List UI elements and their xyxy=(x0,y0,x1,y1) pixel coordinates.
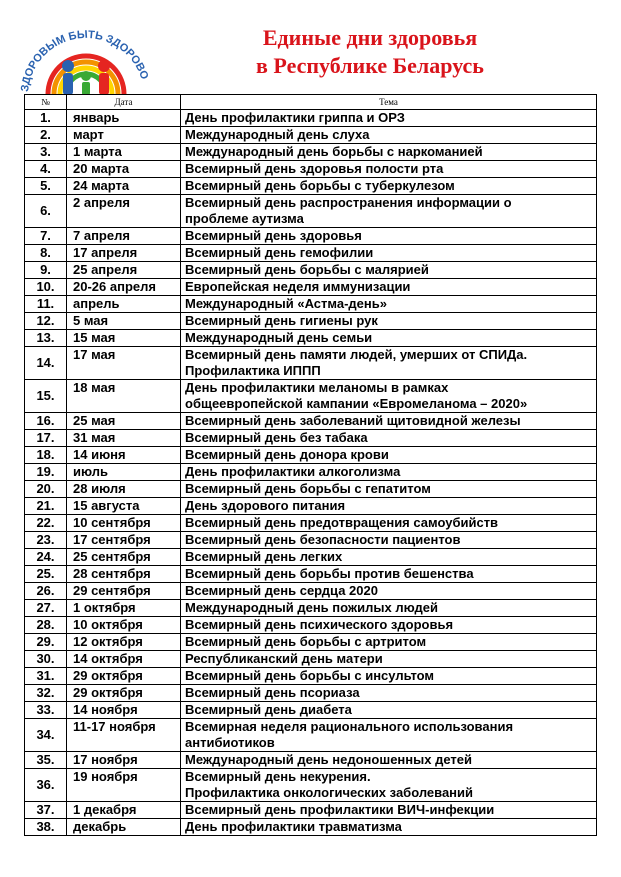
row-topic xyxy=(181,668,597,685)
table-row xyxy=(25,144,597,161)
row-number: 11. xyxy=(25,296,67,313)
row-date: 14 июня xyxy=(67,447,181,464)
row-date: 17 мая xyxy=(67,347,181,380)
table-row xyxy=(25,413,597,430)
row-topic xyxy=(181,447,597,464)
page-title xyxy=(170,24,570,80)
row-number: 3. xyxy=(25,144,67,161)
table-row xyxy=(25,195,597,228)
row-topic xyxy=(181,651,597,668)
row-topic xyxy=(181,549,597,566)
row-topic xyxy=(181,347,597,380)
row-topic-line: Международный день слуха xyxy=(185,127,370,142)
row-topic xyxy=(181,245,597,262)
row-topic-line: Профилактика ИППП xyxy=(185,363,321,378)
row-number: 6. xyxy=(25,195,67,228)
row-topic-line: Международный день недоношенных детей xyxy=(185,752,472,767)
row-date: 7 апреля xyxy=(67,228,181,245)
table-row xyxy=(25,245,597,262)
row-topic xyxy=(181,413,597,430)
row-topic xyxy=(181,127,597,144)
row-topic-line: Всемирный день гигиены рук xyxy=(185,313,378,328)
row-date: 20 марта xyxy=(67,161,181,178)
table-row xyxy=(25,685,597,702)
row-number: 7. xyxy=(25,228,67,245)
logo xyxy=(8,4,158,108)
row-topic-line: День профилактики меланомы в рамках xyxy=(185,380,449,395)
table-row xyxy=(25,127,597,144)
row-date: 31 мая xyxy=(67,430,181,447)
health-days-table xyxy=(24,94,597,836)
row-date: 5 мая xyxy=(67,313,181,330)
row-topic-line: Всемирный день борьбы с инсультом xyxy=(185,668,435,683)
table-body xyxy=(25,110,597,836)
row-date: 29 октября xyxy=(67,668,181,685)
row-topic-line: Всемирный день борьбы с малярией xyxy=(185,262,429,277)
table-row xyxy=(25,279,597,296)
row-topic xyxy=(181,600,597,617)
row-date: апрель xyxy=(67,296,181,313)
row-date: 2 апреля xyxy=(67,195,181,228)
row-date: 29 октября xyxy=(67,685,181,702)
row-topic xyxy=(181,144,597,161)
row-number: 22. xyxy=(25,515,67,532)
row-topic-line: Всемирный день диабета xyxy=(185,702,352,717)
row-number: 27. xyxy=(25,600,67,617)
row-topic xyxy=(181,296,597,313)
row-date: 1 марта xyxy=(67,144,181,161)
row-topic-line: Европейская неделя иммунизации xyxy=(185,279,411,294)
row-date: 15 августа xyxy=(67,498,181,515)
row-topic-line: Всемирный день гемофилии xyxy=(185,245,374,260)
row-date: 12 октября xyxy=(67,634,181,651)
title-line-1: Единые дни здоровья xyxy=(262,25,478,50)
row-date: январь xyxy=(67,110,181,127)
table-row xyxy=(25,617,597,634)
header-topic: Тема xyxy=(181,95,597,110)
row-date: 10 октября xyxy=(67,617,181,634)
row-topic xyxy=(181,617,597,634)
table-row xyxy=(25,178,597,195)
row-topic-line: Всемирный день распространения информации о xyxy=(185,195,512,210)
row-date: 28 июля xyxy=(67,481,181,498)
table-row xyxy=(25,583,597,600)
row-number: 17. xyxy=(25,430,67,447)
row-topic-line: Всемирный день предотвращения самоубийств xyxy=(185,515,499,530)
row-topic-line: День здорового питания xyxy=(185,498,346,513)
row-number: 31. xyxy=(25,668,67,685)
row-date: 25 апреля xyxy=(67,262,181,279)
row-topic xyxy=(181,430,597,447)
row-number: 37. xyxy=(25,802,67,819)
row-topic-line: Международный день борьбы с наркоманией xyxy=(185,144,483,159)
row-topic xyxy=(181,161,597,178)
row-number: 25. xyxy=(25,566,67,583)
row-topic xyxy=(181,464,597,481)
row-topic xyxy=(181,583,597,600)
table-row xyxy=(25,330,597,347)
table-row xyxy=(25,819,597,836)
row-date: 24 марта xyxy=(67,178,181,195)
row-date: 17 сентября xyxy=(67,532,181,549)
table-row xyxy=(25,549,597,566)
table-row xyxy=(25,161,597,178)
row-number: 29. xyxy=(25,634,67,651)
row-topic-line: антибиотиков xyxy=(185,735,275,750)
row-topic xyxy=(181,498,597,515)
row-topic xyxy=(181,228,597,245)
row-topic-line: Всемирный день здоровья xyxy=(185,228,362,243)
row-topic-line: Всемирный день памяти людей, умерших от СПИДа. xyxy=(185,347,528,362)
row-number: 32. xyxy=(25,685,67,702)
row-topic xyxy=(181,262,597,279)
title-line-2: в Республике Беларусь xyxy=(256,53,484,78)
table-row xyxy=(25,498,597,515)
row-number: 26. xyxy=(25,583,67,600)
table-row xyxy=(25,802,597,819)
row-topic-line: Всемирный день сердца 2020 xyxy=(185,583,378,598)
row-topic-line: Всемирный день некурения. xyxy=(185,769,371,784)
row-topic xyxy=(181,819,597,836)
header-num: № xyxy=(25,95,67,110)
row-date: 28 сентября xyxy=(67,566,181,583)
row-topic xyxy=(181,279,597,296)
row-number: 14. xyxy=(25,347,67,380)
row-topic xyxy=(181,110,597,127)
logo-text: ЗДОРОВЫМ БЫТЬ ЗДОРОВО xyxy=(19,28,151,93)
row-topic xyxy=(181,532,597,549)
row-number: 20. xyxy=(25,481,67,498)
row-date: март xyxy=(67,127,181,144)
table-row xyxy=(25,532,597,549)
row-topic xyxy=(181,769,597,802)
row-date: 1 декабря xyxy=(67,802,181,819)
row-number: 28. xyxy=(25,617,67,634)
row-topic-line: Всемирный день психического здоровья xyxy=(185,617,454,632)
row-topic xyxy=(181,802,597,819)
table-row xyxy=(25,313,597,330)
table-row xyxy=(25,600,597,617)
row-number: 15. xyxy=(25,380,67,413)
row-number: 18. xyxy=(25,447,67,464)
row-topic xyxy=(181,380,597,413)
table-row xyxy=(25,464,597,481)
row-topic-line: Всемирный день борьбы с туберкулезом xyxy=(185,178,455,193)
row-topic-line: Всемирный день легких xyxy=(185,549,343,564)
row-topic xyxy=(181,330,597,347)
row-topic xyxy=(181,178,597,195)
row-date: 25 мая xyxy=(67,413,181,430)
row-number: 34. xyxy=(25,719,67,752)
row-number: 38. xyxy=(25,819,67,836)
row-number: 12. xyxy=(25,313,67,330)
row-topic xyxy=(181,566,597,583)
row-topic xyxy=(181,702,597,719)
row-number: 4. xyxy=(25,161,67,178)
row-date: 11-17 ноября xyxy=(67,719,181,752)
row-date: 17 ноября xyxy=(67,752,181,769)
row-number: 8. xyxy=(25,245,67,262)
row-number: 13. xyxy=(25,330,67,347)
table-row xyxy=(25,769,597,802)
row-topic-line: Всемирная неделя рационального использования xyxy=(185,719,514,734)
row-number: 36. xyxy=(25,769,67,802)
row-date: 19 ноября xyxy=(67,769,181,802)
logo-emblem xyxy=(8,4,158,108)
row-number: 30. xyxy=(25,651,67,668)
table-row xyxy=(25,668,597,685)
row-topic xyxy=(181,195,597,228)
row-topic-line: Международный день пожилых людей xyxy=(185,600,438,615)
table-row xyxy=(25,702,597,719)
row-topic-line: общеевропейской кампании «Евромеланома – 2020» xyxy=(185,396,528,411)
table-row xyxy=(25,634,597,651)
row-topic-line: День профилактики травматизма xyxy=(185,819,402,834)
row-topic-line: Республиканский день матери xyxy=(185,651,383,666)
table-row xyxy=(25,447,597,464)
row-date: 1 октября xyxy=(67,600,181,617)
row-topic-line: Всемирный день профилактики ВИЧ-инфекции xyxy=(185,802,495,817)
row-topic-line: Международный «Астма-день» xyxy=(185,296,387,311)
table-row xyxy=(25,347,597,380)
row-number: 1. xyxy=(25,110,67,127)
table-row xyxy=(25,228,597,245)
table-row xyxy=(25,380,597,413)
table-row xyxy=(25,566,597,583)
row-date: 20-26 апреля xyxy=(67,279,181,296)
table-row xyxy=(25,515,597,532)
row-topic xyxy=(181,481,597,498)
row-date: 25 сентября xyxy=(67,549,181,566)
table-row xyxy=(25,651,597,668)
table-row xyxy=(25,430,597,447)
row-topic-line: проблеме аутизма xyxy=(185,211,304,226)
row-topic-line: Всемирный день борьбы против бешенства xyxy=(185,566,474,581)
row-number: 9. xyxy=(25,262,67,279)
row-date: 15 мая xyxy=(67,330,181,347)
table-row xyxy=(25,752,597,769)
row-date: 29 сентября xyxy=(67,583,181,600)
row-date: 18 мая xyxy=(67,380,181,413)
table-row xyxy=(25,262,597,279)
row-topic-line: Всемирный день заболеваний щитовидной железы xyxy=(185,413,521,428)
row-number: 19. xyxy=(25,464,67,481)
row-topic-line: Всемирный день донора крови xyxy=(185,447,389,462)
row-topic-line: Всемирный день псориаза xyxy=(185,685,360,700)
table-row xyxy=(25,110,597,127)
row-topic-line: День профилактики гриппа и ОРЗ xyxy=(185,110,405,125)
row-topic-line: Всемирный день здоровья полости рта xyxy=(185,161,444,176)
row-topic-line: Всемирный день безопасности пациентов xyxy=(185,532,461,547)
row-number: 33. xyxy=(25,702,67,719)
row-number: 24. xyxy=(25,549,67,566)
row-number: 2. xyxy=(25,127,67,144)
row-topic xyxy=(181,515,597,532)
table-row xyxy=(25,296,597,313)
row-topic xyxy=(181,634,597,651)
row-topic-line: Всемирный день без табака xyxy=(185,430,368,445)
row-topic xyxy=(181,719,597,752)
row-number: 16. xyxy=(25,413,67,430)
row-number: 23. xyxy=(25,532,67,549)
row-topic-line: Всемирный день борьбы с гепатитом xyxy=(185,481,431,496)
row-date: 14 ноября xyxy=(67,702,181,719)
row-number: 21. xyxy=(25,498,67,515)
row-date: июль xyxy=(67,464,181,481)
row-topic-line: Профилактика онкологических заболеваний xyxy=(185,785,474,800)
row-date: 14 октября xyxy=(67,651,181,668)
row-number: 10. xyxy=(25,279,67,296)
table-row xyxy=(25,719,597,752)
row-topic xyxy=(181,313,597,330)
row-topic xyxy=(181,685,597,702)
row-number: 35. xyxy=(25,752,67,769)
table-header-row xyxy=(25,95,597,110)
row-topic xyxy=(181,752,597,769)
row-topic-line: Всемирный день борьбы с артритом xyxy=(185,634,427,649)
row-number: 5. xyxy=(25,178,67,195)
row-topic-line: Международный день семьи xyxy=(185,330,373,345)
row-date: 17 апреля xyxy=(67,245,181,262)
row-topic-line: День профилактики алкоголизма xyxy=(185,464,401,479)
row-date: декабрь xyxy=(67,819,181,836)
row-date: 10 сентября xyxy=(67,515,181,532)
table-row xyxy=(25,481,597,498)
header-date: Дата xyxy=(67,95,181,110)
